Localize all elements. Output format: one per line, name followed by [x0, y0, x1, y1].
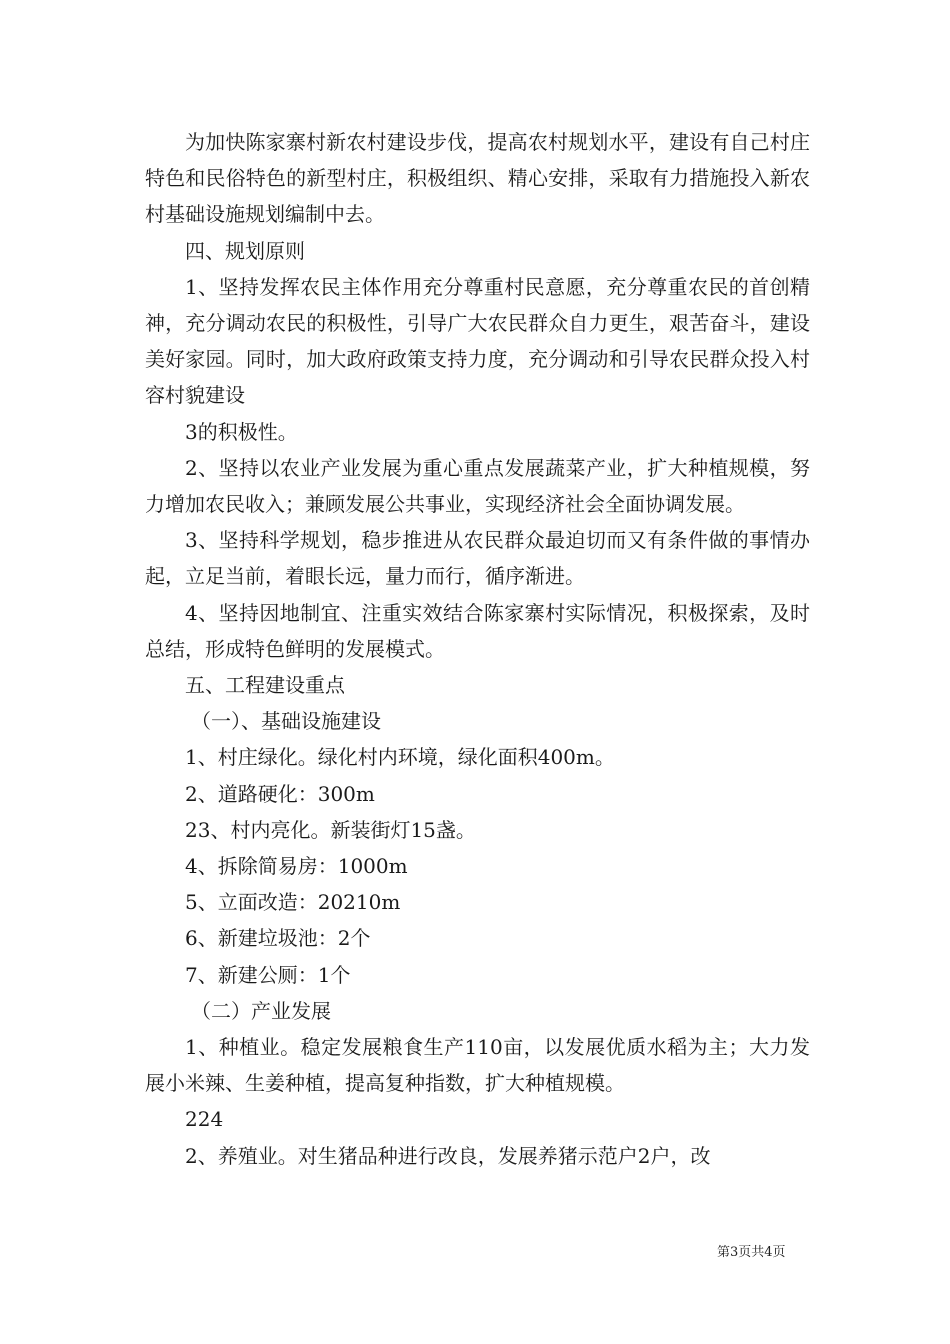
paragraph-intro: 为加快陈家寨村新农村建设步伐，提高农村规划水平，建设有自己村庄特色和民俗特色的新型村庄，积极组织、精心安排，采取有力措施投入新农村基础设施规划编制中去。	[145, 130, 810, 227]
paragraph-breeding: 2、养殖业。对生猪品种进行改良，发展养猪示范户2户，改	[185, 1143, 711, 1168]
list-item-lighting: 23、村内亮化。新装街灯15盏。	[185, 817, 476, 842]
subheading-infrastructure: （一）、基础设施建设	[191, 709, 381, 734]
paragraph-principle-1: 1、坚持发挥农民主体作用充分尊重村民意愿，充分尊重农民的首创精神，充分调动农民的积极性，引导广大农民群众自力更生，艰苦奋斗，建设美好家园。同时，加大政府政策支持力度，充分调动和引导农民群众投入村容村貌建设	[145, 274, 810, 408]
list-item-garbage-pool: 6、新建垃圾池：2个	[185, 926, 371, 951]
list-item-greening: 1、村庄绿化。绿化村内环境，绿化面积400m。	[185, 745, 615, 770]
paragraph-principle-4: 4、坚持因地制宜、注重实效结合陈家寨村实际情况，积极探索，及时总结，形成特色鲜明的发展模式。	[145, 600, 810, 661]
document-body	[145, 124, 810, 1174]
paragraph-principle-1-continued: 3的积极性。	[185, 419, 298, 444]
paragraph-planting: 1、种植业。稳定发展粮食生产110亩，以发展优质水稻为主；大力发展小米辣、生姜种植，提高复种指数，扩大种植规模。	[145, 1035, 810, 1096]
subheading-industry: （二）产业发展	[191, 998, 331, 1023]
list-item-facade: 5、立面改造：20210m	[185, 890, 401, 915]
paragraph-principle-3: 3、坚持科学规划，稳步推进从农民群众最迫切而又有条件做的事情办起，立足当前，着眼长远，量力而行，循序渐进。	[145, 528, 810, 589]
heading-construction-focus: 五、工程建设重点	[185, 673, 345, 698]
paragraph-principle-2: 2、坚持以农业产业发展为重心重点发展蔬菜产业，扩大种植规模，努力增加农民收入；兼顾发展公共事业，实现经济社会全面协调发展。	[145, 455, 810, 517]
page-number-footer: 第3页共4页	[717, 1245, 786, 1260]
list-item-public-toilet: 7、新建公厕：1个	[185, 962, 351, 987]
heading-planning-principles: 四、规划原则	[185, 238, 305, 263]
list-item-road-hardening: 2、道路硬化：300m	[185, 781, 375, 806]
stray-number: 224	[185, 1107, 224, 1132]
list-item-demolition: 4、拆除简易房：1000m	[185, 854, 408, 879]
